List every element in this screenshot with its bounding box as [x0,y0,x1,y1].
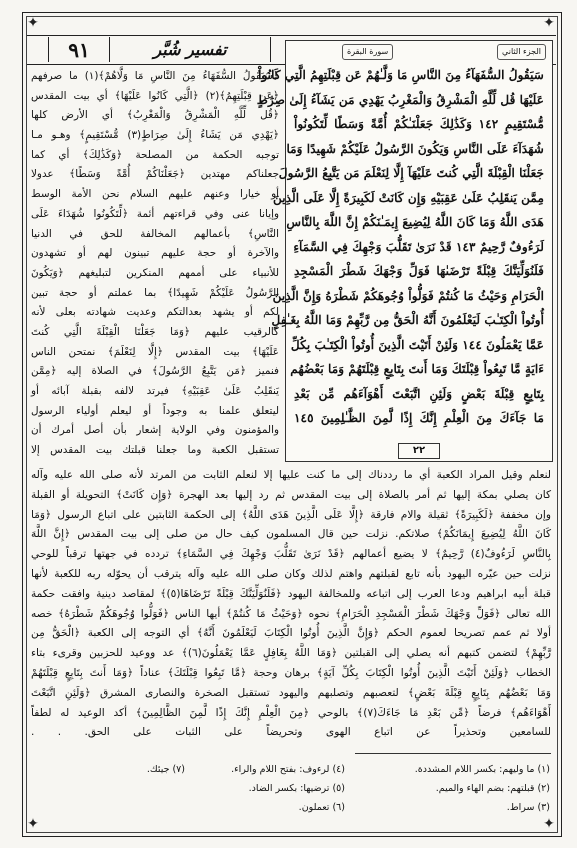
tafsir-line: يَنقَلِبُ عَلَىٰ عَقِبَيْهِ﴾ فيرتد لالفه بقبلة آبائه أو [31,385,279,397]
footnote-row [40,760,550,779]
tafsir-line: النَّاسِ﴾ بأعمالهم المخالفة للحق في الدنيا [31,227,279,240]
footnote: (٥) ترضيها: بكسر الضاد. [248,783,345,794]
quran-line: عَلَيْهَا قُل لِّلَّهِ الْمَشْرِقُ وَالْمَغْرِبُ يَهْدِي مَن يَشَآءُ إِلَىٰ صِرَٰطٍ [256,92,544,107]
footnote: (٧) جيئك. [146,764,185,775]
sura-name-label: سورة البقرة [342,44,393,60]
tafsir-line: للسامعين وتحذيراً عن اتباع الهوى وتحريضاً على الثبات على الحق. . . [31,726,551,739]
quran-line: مُّسْتَقِيمٍ ١٤٢ وَكَذَٰلِكَ جَعَلْنَـٰكُمْ أُمَّةً وَسَطًا لِّتَكُونُواْ [294,117,544,131]
page-number: ٩١ [48,37,110,62]
footnotes [40,760,550,817]
tafsir-line: أولا ثم عمم تصريحا لعموم الحكم ﴿وَإِنَّ الَّذِينَ أُوتُوا الْكِتَابَ لَيَعْلَمُونَ أَنَّهُ﴾ أي التوجه إلى الكعبة ﴿الْحَقُّ مِن [31,627,551,640]
tafsir-line: الرَّسُولُ عَلَيْكُمْ شَهِيدًا﴾ بما عملتم أو حجة تبين [31,286,279,299]
commentary-title: تفسير شُبَّر [110,37,271,62]
corner-ornament-icon: ✦ [543,816,555,832]
tafsir-line: والمؤمنون وفي الولاية إشعار بأن أصل أمرك أن [31,424,279,437]
tafsir-line: عَلَيْهَا﴾ بيت المقدس ﴿إِلَّا لِنَعْلَمَ﴾ نمتحن الناس [31,345,279,358]
footnote-divider [355,753,551,754]
tafsir-line: أو خيارا وعنهم عليهم السلام نحن الأمة الوسط [31,188,279,201]
tafsir-line: كان يصلي بمكة إليها ثم أمر بالصلاة إلى بيت المقدس ثم رد إليها بعد الهجرة ﴿وَإِن كَانَتْ﴾ التحويلة أو القبلة [31,488,551,501]
corner-ornament-icon: ✦ [543,15,555,31]
quran-lines [256,63,544,431]
tafsir-line: ﴿عَن قِبْلَتِهِمُ﴾(٢) ﴿الَّتِي كَانُوا عَلَيْهَا﴾ أي بيت المقدس [31,89,280,102]
tafsir-line: لكم أو يشهد بعدالتكم وعديت شهادته بعلى لأنه [31,306,279,319]
tafsir-column [31,67,279,461]
footnote: (٦) تعملون. [298,802,345,813]
tafsir-line: وإيانا عنى وفي قراءتهم أئمة ﴿لِّتَكُونُوا شُهَدَاءَ عَلَى [31,207,279,220]
quran-line: هَدَى اللَّهُ وَمَا كَانَ اللَّهُ لِيُضِيعَ إِيمَـٰنَكُمْ إِنَّ اللَّهَ بِالنَّاسِ [286,215,544,229]
footnote: (٣) سراط. [506,802,550,813]
quran-line: ءَايَةٍ مَّا تَبِعُواْ قِبْلَتَكَ وَمَا أَنتَ بِتَابِعٍ قِبْلَتَهُمْ وَمَا بَعْضُهُم [290,362,544,376]
footnote: (٢) قبلتهم: بضم الهاء والميم. [435,783,550,794]
tafsir-line: جعلناكم مهتدين ﴿جَعَلْنَاكُمْ أُمَّةً وَسَطًا﴾ عدولا [31,168,279,181]
tafsir-continuation [31,466,551,743]
tafsir-line: لنعلم وقيل المراد الكعبة أي ما رددناك إلى ما كنت عليها إلا لنعلم الثابت من المرتد لأنه صلى الله عليه وآله [31,469,551,481]
tafsir-line: وَمَا بَعْضُهُم بِتَابِعٍ قِبْلَةَ بَعْضٍ﴾ لتعصبهم وتصلبهم واليهود تستقبل الصخرة والنصارى المشرق ﴿وَلَئِنِ اتَّبَعْتَ [31,686,551,699]
tafsir-line: وإن مخففة ﴿لَكَبِيرَةً﴾ ثقيلة والام فارقة ﴿إِلَّا عَلَى الَّذِينَ هَدَى اللَّهُ﴾ إلى الحكمة الثابتين على اتباع الرسول ﴿وَمَا [31,508,551,521]
footnote-row [40,798,550,817]
quran-line: الْحَرَامِ وَحَيْثُ مَا كُنتُمْ فَوَلُّواْ وُجُوهَكُمْ شَطْرَهُ وَإِنَّ الَّذِينَ [272,288,544,303]
quran-line: مَا جَآءَكَ مِنَ الْعِلْمِ إِنَّكَ إِذًا لَّمِنَ الظَّـٰلِمِينَ ١٤٥ [294,411,544,425]
tafsir-line: للأنبياء على أممهم المنكرين لتبليغهم ﴿وَيَكُونَ [31,266,279,279]
footnote: (١) ما وليهم: بكسر اللام المشددة. [414,764,550,775]
quran-line: لَرَءُوفٌ رَّحِيمٌ ١٤٣ قَدْ نَرَىٰ تَقَلُّبَ وَجْهِكَ فِي السَّمَآءِ [293,239,544,254]
tafsir-line: رَّبِّهِمْ﴾ لتضمن كتبهم أنه يصلي إلى القبلتين ﴿وَمَا اللَّهُ بِغَافِلٍ عَمَّا يَعْمَلُونَ(٦)﴾ عد ووعيد للحزبين وقرىء بتاء [31,647,551,660]
footnote: (٤) لرءوف: بفتح اللام والراء. [231,764,345,775]
quran-line: جَعَلْنَا الْقِبْلَةَ الَّتِي كُنتَ عَلَيْهَآ إِلَّا لِنَعْلَمَ مَن يَتَّبِعُ الرَّسُولَ [278,166,544,180]
corner-ornament-icon: ✦ [27,816,39,832]
quran-line: عَمَّا يَعْمَلُونَ ١٤٤ وَلَئِنْ أَتَيْتَ الَّذِينَ أُوتُواْ الْكِتَـٰبَ بِكُلِّ [290,337,544,352]
tafsir-line: الخطاب ﴿وَلَئِنْ أَتَيْتَ الَّذِينَ أُوتُوا الْكِتَابَ بِكُلِّ آيَةٍ﴾ برهان وحجة ﴿مَّا تَبِعُوا قِبْلَتَكَ﴾ عناداً ﴿وَمَا أَنتَ بِتَابِعٍ قِبْلَتَهُمْ [31,666,551,679]
quran-line: سَيَقُولُ السُّفَهَآءُ مِنَ النَّاسِ مَا وَلَّـٰهُمْ عَن قِبْلَتِهِمُ الَّتِي كَانُواْ [258,68,544,82]
tafsir-line: نزلت حين عيّره اليهود بأنه تابع لقبلتهم واهتم لذلك وكان صلى الله عليه وآله يترقب أن يحوّله ربه للكعبة لأنها [31,567,551,580]
tafsir-line: كالرقيب عليهم ﴿وَمَا جَعَلْنَا الْقِبْلَةَ الَّتِي كُنتَ [31,325,279,338]
tafsir-line: قبلة أبيه ابراهيم ودعا العرب إلى اتباعه وللمخالفة اليهود ﴿فَلَنُوَلِّيَنَّكَ قِبْلَةً تَرْضَاهَا(٥)﴾ لمقاصد دينية وافقت حكمة [31,587,551,600]
tafsir-line: ﴿سَيَقُولُ السُّفَهَاءُ مِنَ النَّاسِ مَا وَلَّاهُمْ﴾(١) ما صرفهم [31,70,280,82]
quran-line: فَلَنُوَلِّيَنَّكَ قِبْلَةً تَرْضَىٰهَا فَوَلِّ وَجْهَكَ شَطْرَ الْمَسْجِدِ [294,264,544,278]
tafsir-line: والآخرة أو حجة عليهم تبينون لهم أو تشهدون [31,247,279,260]
tafsir-line: أَهْوَاءَهُم﴾ فرضاً ﴿مِّن بَعْدِ مَا جَاءَكَ(٧)﴾ بالوحي ﴿مِنَ الْعِلْمِ إِنَّكَ إِذًا لَّمِنَ الظَّالِمِينَ﴾ أكد الوعيد له لطفاً [31,706,551,719]
quran-line: شُهَدَآءَ عَلَى النَّاسِ وَيَكُونَ الرَّسُولُ عَلَيْكُمْ شَهِيدًا وَمَا [286,141,544,156]
juz-name-label: الجزء الثاني [497,44,546,60]
quran-line: بِتَابِعٍ قِبْلَةَ بَعْضٍ وَلَئِنِ اتَّبَعْتَ أَهْوَآءَهُم مِّن بَعْدِ [294,386,544,401]
tafsir-line: فنميز ﴿مَن يَتَّبِعُ الرَّسُولَ﴾ في الصلاة إليه ﴿مِمَّن [31,365,279,378]
tafsir-line: بِالنَّاسِ لَرَءُوفٌ(٤) رَّحِيمٌ﴾ لا يضيع أعمالهم ﴿قَدْ نَرَىٰ تَقَلُّبَ وَجْهِكَ فِي السَّمَاءِ﴾ تردده في جهتها ترقباً للوحي [31,548,551,561]
tafsir-line: ﴿يَهْدِي مَن يَشَاءُ إِلَىٰ صِرَاطٍ(٣) مُّسْتَقِيمٍ﴾ وهـو مـا [31,129,279,142]
mushaf-page-number: ٢٢ [398,443,440,459]
tafsir-line: تستقبل الكعبة وما جعلنا قبلتك بيت المقدس إلا [31,444,279,457]
quran-line: أُوتُواْ الْكِتَـٰبَ لَيَعْلَمُونَ أَنَّهُ الْحَقُّ مِن رَّبِّهِمْ وَمَا اللَّهُ بِغَـٰفِلٍ [271,313,544,327]
tafsir-line: كَانَ اللَّهُ لِيُضِيعَ إِيمَانَكُمْ﴾ صلاتكم. نزلت حين قال المسلمون كيف حال من صلى إلى بيت المقدس ﴿إِنَّ اللَّهَ [31,528,551,541]
footnote-row [40,779,550,798]
quran-text-box [256,40,553,462]
tafsir-line: الله تعالى ﴿فَوَلِّ وَجْهَكَ شَطْرَ الْمَسْجِدِ الْحَرَامِ﴾ نحوه ﴿وَحَيْثُ مَا كُنتُمْ﴾ أيها الناس ﴿فَوَلُّوا وُجُوهَكُمْ شَطْرَهُ﴾ خصه [31,607,551,620]
tafsir-line: ليتعلق علمنا به وجوداً أو ليعلم أولياء الرسول [31,404,279,417]
quran-line: مِمَّن يَنقَلِبُ عَلَىٰ عَقِبَيْهِ وَإِن كَانَتْ لَكَبِيرَةً إِلَّا عَلَى الَّذِينَ [272,190,544,205]
tafsir-line: توجبه الحكمة من المصلحة ﴿وَكَذَٰلِكَ﴾ أي كما [31,148,279,161]
tafsir-line: ﴿قُل لِّلَّهِ الْمَشْرِقُ وَالْمَغْرِبُ﴾ أي الأرض كلها [31,109,279,122]
corner-ornament-icon: ✦ [27,15,39,31]
